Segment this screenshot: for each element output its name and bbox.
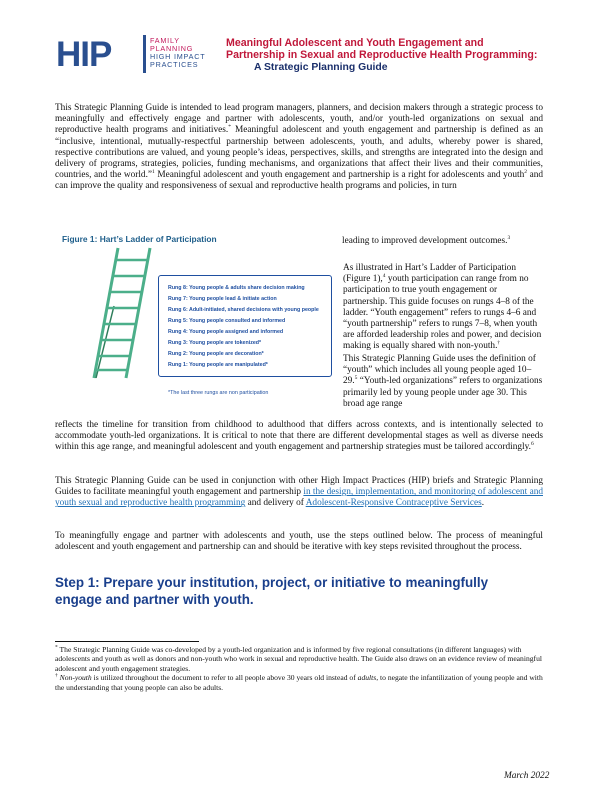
footnote-2-text-b: , to negate the infantilization of young people and with the understanding that young people can also be adults.	[55, 673, 543, 692]
rung-label: Rung 8: Young people & adults share decision making	[168, 285, 305, 291]
ladder-para-a: As illustrated in Hart’s Ladder of Participation (Figure 1),	[343, 263, 516, 285]
hip-logo-text: HIP	[56, 38, 112, 68]
youth-para-b: “Youth-led organizations” refers to organizations primarily led by young people under age 30. This broad age range	[343, 376, 543, 409]
hip-logo	[56, 38, 148, 68]
endnote-ref-5: 5	[354, 375, 358, 382]
intro-part-4: and can improve the quality and responsiveness of sexual and reproductive health programs and policies, in turn	[55, 170, 544, 192]
intro-part-2: Meaningful adolescent and youth engagement and partnership is defined as an “inclusive, intentional, mutually-respectful partnership between adolescents, youth, and adults, whereby power is shared, respective contributions are valued, and young people’s ideas, perspectives, skills, and strengths are integrated into the design and delivery of programs, strategies, policies, funding mechanisms, and organizations that affect their lives and their communities, countries, and the world.”	[55, 125, 543, 181]
brand-line-4: PRACTICES	[150, 60, 199, 69]
rung-label: Rung 1: Young people are manipulated*	[168, 362, 268, 368]
hip-para-middle: and delivery of	[245, 498, 306, 509]
footnote-1-mark: *	[55, 644, 58, 651]
title-line-2: Partnership in Sexual and Reproductive Health Programming:	[226, 49, 538, 62]
hip-paragraph	[55, 476, 543, 510]
age-range-paragraph	[55, 420, 543, 454]
hip-para-after: .	[481, 498, 485, 509]
endnote-ref-2: 2	[524, 169, 528, 176]
rung-label: Rung 2: Young people are decoration*	[168, 351, 264, 357]
intro-part-3: Meaningful adolescent and youth engagement and partnership is a right for adolescents and youth	[154, 170, 525, 181]
footnotes	[55, 645, 543, 692]
intro-part-1: This Strategic Planning Guide is intended to lead program managers, planners, and decision makers through a strategic process to meaningfully and effectively engage and partner with adolescents, youth, and/or youth-led organizations on sexual and reproductive health programs and initiatives.	[55, 103, 543, 136]
intro-tail-text: leading to improved development outcomes.	[342, 236, 508, 246]
rung-label: Rung 3: Young people are tokenized*	[168, 340, 262, 346]
hip-para-before: This Strategic Planning Guide can be used in conjunction with other High Impact Practices (HIP) briefs and Strategic Planning Guides to facilitate meaningful youth engagement and partnership	[55, 476, 543, 498]
step-1-heading: Step 1: Prepare your institution, project, or initiative to meaningfully engage and partner with youth.	[55, 575, 489, 607]
brand-tagline	[150, 37, 205, 69]
title-line-1: Meaningful Adolescent and Youth Engagement and	[226, 37, 484, 49]
footnote-2-term: Non-youth	[59, 673, 92, 683]
contraceptive-services-link[interactable]: Adolescent-Responsive Contraceptive Services	[305, 498, 482, 509]
youth-definition-paragraph	[343, 354, 543, 410]
footnote-1-text: The Strategic Planning Guide was co-developed by a youth-led organization and is informed by five regional consultations (in different languages) with adolescents and youth as well as donors and non-youth who work in sexual and reproductive health. The Guide also draws on an evidence review of meaningful adolescent and youth engagement strategies.	[55, 645, 542, 673]
document-title	[226, 37, 586, 62]
publication-date: March 2022	[504, 771, 550, 781]
footnote-1	[55, 645, 543, 673]
document-subtitle: A Strategic Planning Guide	[254, 62, 388, 73]
design-implementation-link[interactable]: in the design, implementation, and monitoring of adolescent and youth sexual and reproductive health programming	[55, 487, 543, 509]
footnote-ref-star: *	[228, 124, 231, 131]
intro-tail	[342, 236, 543, 247]
footnote-2-mark: †	[55, 672, 58, 679]
footnote-divider	[55, 641, 199, 642]
figure-footnote: *The last three rungs are non participation	[168, 390, 269, 396]
endnote-ref-3: 3	[507, 234, 511, 241]
rung-label: Rung 7: Young people lead & initiate action	[168, 296, 277, 302]
brand-line-3: HIGH IMPACT	[150, 52, 206, 61]
age-range-text: reflects the timeline for transition from childhood to adulthood that differs across contexts, and is intentionally selected to accommodate youth-led organizations. It is critical to note that there are different developmental stages as well as diverse needs within this age range, and meaningful adolescent and youth engagement and partnership strategies must be tailored accordingly.	[55, 420, 543, 453]
rung-label: Rung 4: Young people assigned and informed	[168, 329, 284, 335]
brand-line-2: PLANNING	[150, 44, 194, 53]
logo-divider	[143, 35, 146, 73]
rung-label: Rung 5: Young people consulted and informed	[168, 318, 286, 324]
endnote-ref-6: 6	[530, 441, 534, 448]
footnote-2	[55, 673, 543, 692]
steps-intro-paragraph: To meaningfully engage and partner with adolescents and youth, use the steps outlined below. The process of meaningful adolescent and youth engagement and partnership can and should be iterative with key steps revisited throughout the process.	[55, 531, 543, 553]
youth-para-a: This Strategic Planning Guide uses the definition of “youth” which includes all young people aged 10–29.	[343, 354, 536, 387]
ladder-para-b: youth participation can range from no participation to true youth engagement or partnership. This guide focuses on rungs 4–8 of the ladder. “Youth engagement” refers to rungs 4–6 and “youth partnership” refers to rungs 7–8, when youth are afforded leadership roles and power, and decision making is equally shared with non-youth.	[343, 274, 542, 352]
footnote-2-text-a: is utilized throughout the document to refer to all people above 30 years old instead of	[91, 673, 358, 683]
footnote-ref-dagger: †	[497, 340, 501, 347]
rungs-legend	[158, 275, 332, 377]
footnote-2-term2: adults	[357, 673, 377, 683]
ladder-illustration	[86, 246, 156, 380]
intro-paragraph	[55, 103, 543, 193]
rung-label: Rung 6: Adult-initiated, shared decisions with young people	[168, 307, 319, 313]
ladder-paragraph	[343, 263, 543, 353]
endnote-ref-1: 1	[152, 169, 155, 176]
brand-line-1: FAMILY	[150, 36, 180, 45]
endnote-ref-4: 4	[382, 273, 386, 280]
figure-caption: Figure 1: Hart’s Ladder of Participation	[62, 234, 217, 244]
